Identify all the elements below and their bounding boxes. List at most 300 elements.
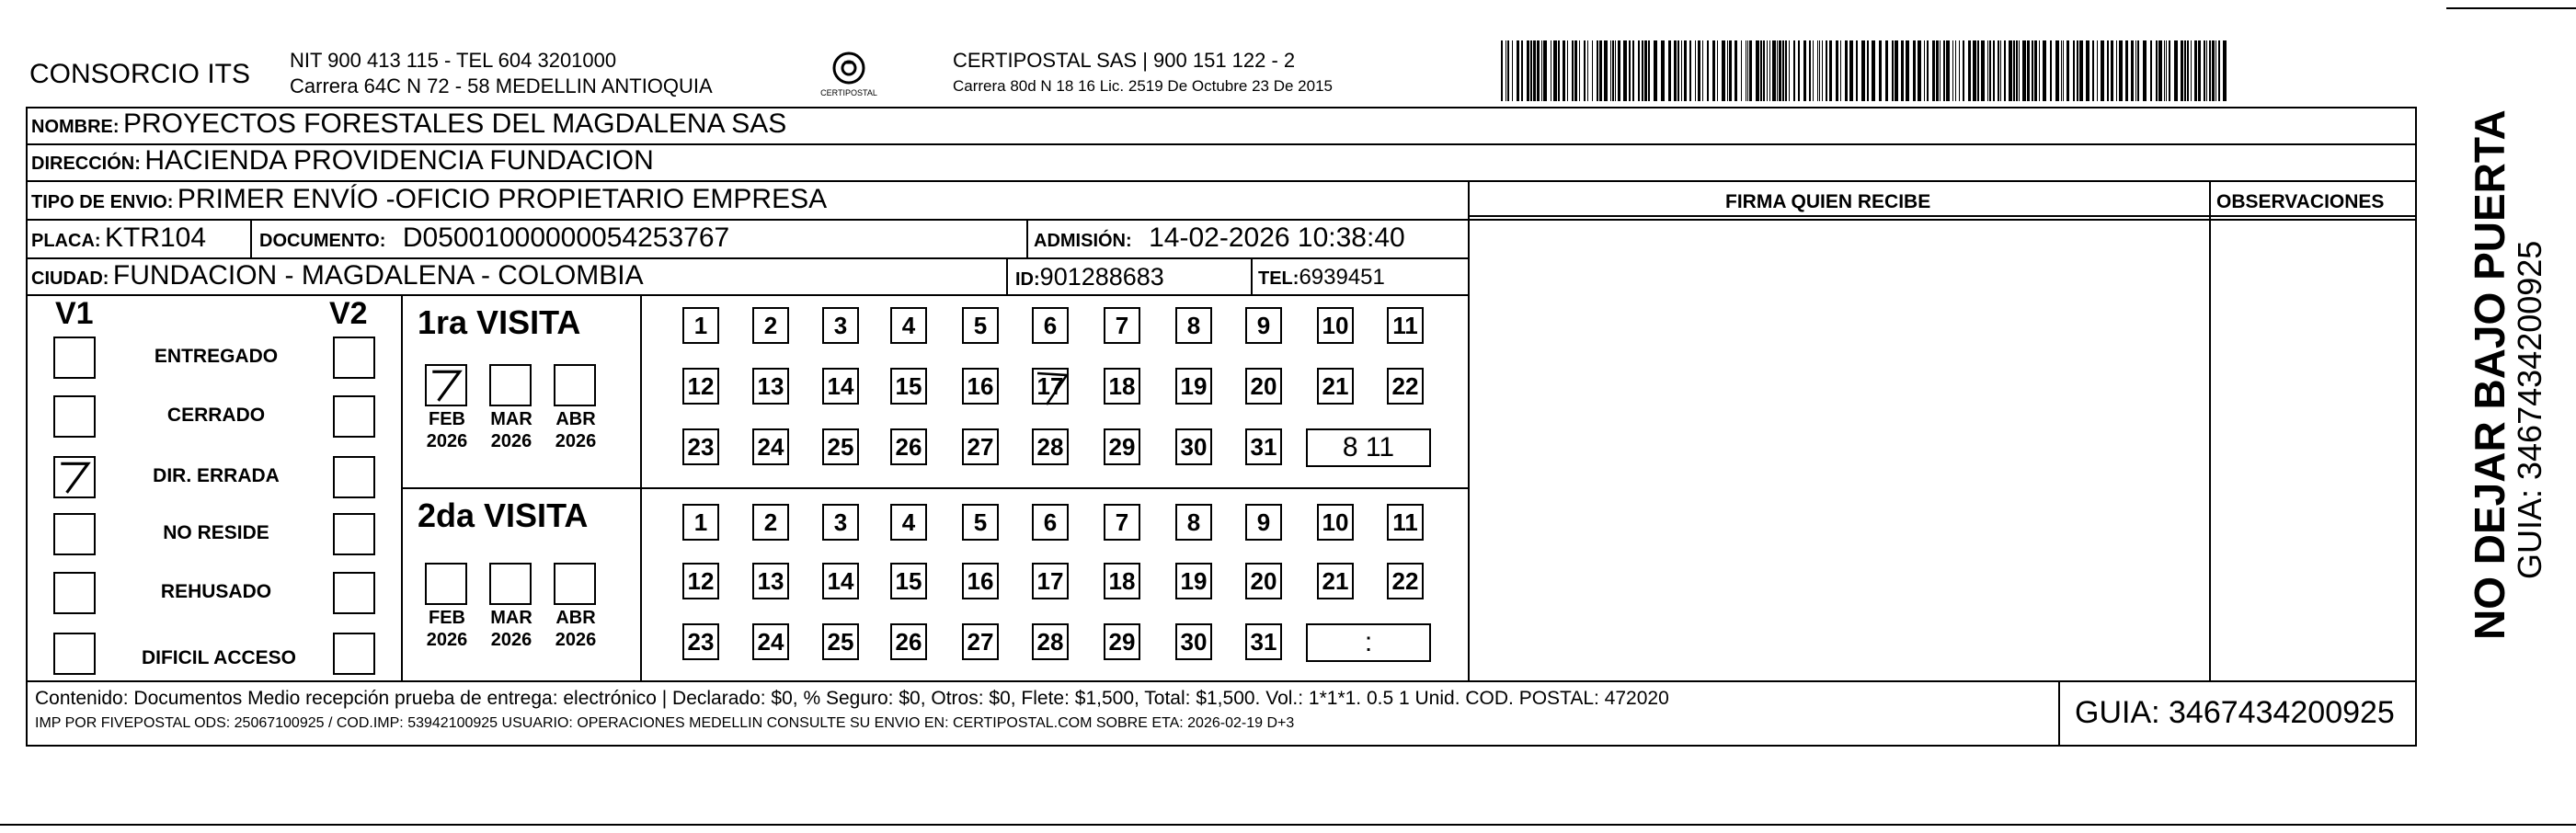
day-number: 3 bbox=[833, 312, 848, 339]
barcode-bar bbox=[1707, 40, 1709, 101]
barcode-bar bbox=[1924, 40, 1925, 101]
barcode-bar bbox=[1543, 40, 1547, 101]
barcode-bar bbox=[1779, 40, 1781, 101]
certipostal-license-line: Carrera 80d N 18 16 Lic. 2519 De Octubre 23 De 2015 bbox=[953, 77, 1333, 95]
status-label: REHUSADO bbox=[160, 581, 272, 602]
checkbox-v2-1[interactable] bbox=[333, 337, 375, 379]
barcode-bar bbox=[2032, 40, 2033, 101]
barcode-bar bbox=[1913, 40, 1916, 101]
first-visit-day-16[interactable] bbox=[962, 368, 999, 405]
day-number: 13 bbox=[757, 567, 784, 595]
barcode-bar bbox=[1567, 40, 1568, 101]
day-number: 24 bbox=[757, 433, 784, 461]
day-number: 8 bbox=[1186, 508, 1201, 536]
day-number: 10 bbox=[1322, 508, 1349, 536]
second-visit-day-15[interactable] bbox=[890, 563, 927, 599]
first-visit-day-24[interactable] bbox=[752, 428, 789, 465]
barcode-bar bbox=[1727, 40, 1728, 101]
nombre-row bbox=[31, 108, 786, 140]
barcode-bar bbox=[2000, 40, 2001, 101]
first-visit-day-19[interactable] bbox=[1175, 368, 1212, 405]
barcode-bar bbox=[1668, 40, 1671, 101]
barcode-bar bbox=[2143, 40, 2147, 101]
barcode-bar bbox=[1856, 40, 1858, 101]
barcode-bar bbox=[1677, 40, 1679, 101]
day-number: 11 bbox=[1392, 312, 1418, 339]
observaciones-header: OBSERVACIONES bbox=[2216, 191, 2385, 212]
day-check-mark bbox=[1034, 370, 1070, 406]
second-visit-day-29[interactable] bbox=[1104, 623, 1140, 660]
day-number: 17 bbox=[1036, 567, 1064, 595]
first-visit-day-5[interactable] bbox=[962, 307, 999, 344]
barcode-bar bbox=[1767, 40, 1768, 101]
barcode-bar bbox=[2097, 40, 2098, 101]
documento-value: D05001000000054253767 bbox=[402, 223, 730, 253]
barcode-bar bbox=[2067, 40, 2069, 101]
day-number: 21 bbox=[1322, 567, 1349, 595]
checkbox-v2-4[interactable] bbox=[333, 513, 375, 555]
barcode-bar bbox=[1777, 40, 1778, 101]
day-number: 7 bbox=[1115, 312, 1129, 339]
barcode-bar bbox=[1638, 40, 1640, 101]
barcode-bar bbox=[1895, 40, 1898, 101]
barcode-bar bbox=[1592, 40, 1593, 101]
second-visit-day-19[interactable] bbox=[1175, 563, 1212, 599]
barcode-bar bbox=[2184, 40, 2186, 101]
day-number: 3 bbox=[833, 508, 848, 536]
barcode bbox=[1501, 40, 2237, 101]
second-visit-day-14[interactable] bbox=[822, 563, 859, 599]
barcode-bar bbox=[1782, 40, 1784, 101]
barcode-bar bbox=[1741, 40, 1742, 101]
checkbox-v2-6[interactable] bbox=[333, 633, 375, 675]
barcode-bar bbox=[1648, 40, 1650, 101]
day-number: 12 bbox=[687, 372, 715, 400]
first-visit-day-15[interactable] bbox=[890, 368, 927, 405]
second-visit-day-13[interactable] bbox=[752, 563, 789, 599]
first-visit-day-12[interactable] bbox=[682, 368, 719, 405]
second-visit-day-26[interactable] bbox=[890, 623, 927, 660]
barcode-bar bbox=[1604, 40, 1608, 101]
barcode-bar bbox=[1981, 40, 1985, 101]
barcode-bar bbox=[2164, 40, 2165, 101]
second-visit-day-1[interactable] bbox=[682, 504, 719, 541]
month-name: ABR bbox=[555, 608, 596, 628]
barcode-bar bbox=[1872, 40, 1875, 101]
v1-header: V1 bbox=[55, 296, 94, 331]
day-number: 20 bbox=[1250, 372, 1277, 400]
barcode-bar bbox=[2169, 40, 2170, 101]
barcode-bar bbox=[2215, 40, 2216, 101]
firma-header: FIRMA QUIEN RECIBE bbox=[1725, 191, 1931, 212]
first-visit-month-checkbox[interactable] bbox=[489, 364, 532, 406]
v2-header: V2 bbox=[329, 296, 368, 331]
day-number: 28 bbox=[1036, 433, 1064, 461]
day-number: 19 bbox=[1180, 567, 1208, 595]
barcode-bar bbox=[2009, 40, 2012, 101]
barcode-bar bbox=[1819, 40, 1820, 101]
first-visit-day-6[interactable] bbox=[1032, 307, 1069, 344]
second-visit-day-30[interactable] bbox=[1175, 623, 1212, 660]
second-visit-month-checkbox[interactable] bbox=[425, 563, 467, 605]
barcode-bar bbox=[1829, 40, 1832, 101]
month-year: 2026 bbox=[426, 431, 468, 451]
second-visit-day-2[interactable] bbox=[752, 504, 789, 541]
day-number: 27 bbox=[967, 628, 994, 656]
second-visit-day-4[interactable] bbox=[890, 504, 927, 541]
barcode-bar bbox=[1963, 40, 1964, 101]
first-visit-month-checkbox[interactable] bbox=[425, 364, 467, 406]
month-year: 2026 bbox=[555, 431, 597, 451]
nombre-label: NOMBRE: bbox=[31, 117, 120, 137]
first-visit-day-13[interactable] bbox=[752, 368, 789, 405]
second-visit-day-5[interactable] bbox=[962, 504, 999, 541]
barcode-bar bbox=[1587, 40, 1588, 101]
second-visit-day-25[interactable] bbox=[822, 623, 859, 660]
barcode-bar bbox=[1940, 40, 1941, 101]
barcode-bar bbox=[2116, 40, 2117, 101]
first-visit-day-7[interactable] bbox=[1104, 307, 1140, 344]
barcode-bar bbox=[1952, 40, 1953, 101]
second-visit-day-22[interactable] bbox=[1387, 563, 1424, 599]
second-visit-day-16[interactable] bbox=[962, 563, 999, 599]
day-number: 19 bbox=[1180, 372, 1208, 400]
status-label: CERRADO bbox=[166, 405, 266, 426]
barcode-bar bbox=[2086, 40, 2089, 101]
barcode-bar bbox=[1512, 40, 1513, 101]
barcode-bar bbox=[1729, 40, 1732, 101]
second-visit-month-label bbox=[419, 607, 475, 651]
tel-cell bbox=[1258, 265, 1385, 291]
barcode-bar bbox=[1553, 40, 1557, 101]
barcode-bar bbox=[1822, 40, 1823, 101]
day-number: 23 bbox=[687, 628, 715, 656]
barcode-bar bbox=[1803, 40, 1806, 101]
barcode-bar bbox=[1527, 40, 1529, 101]
day-number: 4 bbox=[901, 312, 916, 339]
barcode-bar bbox=[2206, 40, 2207, 101]
barcode-bar bbox=[2073, 40, 2075, 101]
company-nit-line: NIT 900 413 115 - TEL 604 3201000 bbox=[290, 49, 617, 72]
first-visit-title: 1ra VISITA bbox=[418, 303, 581, 341]
day-number: 29 bbox=[1108, 433, 1136, 461]
barcode-bar bbox=[2181, 40, 2183, 101]
barcode-bar bbox=[1689, 40, 1691, 101]
barcode-bar bbox=[1698, 40, 1700, 101]
barcode-bar bbox=[1901, 40, 1904, 101]
month-name: MAR bbox=[490, 608, 532, 628]
first-visit-day-2[interactable] bbox=[752, 307, 789, 344]
barcode-bar bbox=[2212, 40, 2215, 101]
second-visit-day-18[interactable] bbox=[1104, 563, 1140, 599]
barcode-bar bbox=[2111, 40, 2113, 101]
barcode-bar bbox=[1885, 40, 1888, 101]
barcode-bar bbox=[2218, 40, 2220, 101]
checkbox-v1-6[interactable] bbox=[53, 633, 96, 675]
barcode-bar bbox=[2039, 40, 2040, 101]
first-visit-day-11[interactable] bbox=[1387, 307, 1424, 344]
barcode-bar bbox=[1507, 40, 1509, 101]
first-visit-month-checkbox[interactable] bbox=[554, 364, 596, 406]
barcode-bar bbox=[1955, 40, 1956, 101]
first-visit-day-30[interactable] bbox=[1175, 428, 1212, 465]
barcode-bar bbox=[1760, 40, 1762, 101]
barcode-bar bbox=[1836, 40, 1838, 101]
barcode-bar bbox=[1798, 40, 1800, 101]
day-number: 9 bbox=[1256, 508, 1271, 536]
nombre-value: PROYECTOS FORESTALES DEL MAGDALENA SAS bbox=[123, 108, 787, 139]
barcode-bar bbox=[2107, 40, 2109, 101]
second-visit-day-24[interactable] bbox=[752, 623, 789, 660]
ciudad-cell bbox=[31, 260, 644, 291]
second-visit-day-8[interactable] bbox=[1175, 504, 1212, 541]
certipostal-logo bbox=[817, 48, 881, 103]
day-number: 18 bbox=[1108, 372, 1136, 400]
company-info bbox=[290, 48, 713, 99]
checkbox-v2-5[interactable] bbox=[333, 572, 375, 614]
direccion-value: HACIENDA PROVIDENCIA FUNDACION bbox=[144, 145, 654, 176]
barcode-bar bbox=[1809, 40, 1811, 101]
first-visit-day-26[interactable] bbox=[890, 428, 927, 465]
second-visit-month-checkbox[interactable] bbox=[489, 563, 532, 605]
barcode-bar bbox=[1521, 40, 1523, 101]
second-visit-day-10[interactable] bbox=[1317, 504, 1354, 541]
status-label: DIFICIL ACCESO bbox=[141, 647, 296, 668]
footer-content-line: Contenido: Documentos Medio recepción prueba de entrega: electrónico | Declarado: $0, % Seguro: $0, Otros: $0, Flete: $1,500, Total: $1,500. Vol.: 1*1*1. 0.5 1 Unid. COD. POSTAL: 472020 bbox=[35, 688, 1669, 709]
day-number: 5 bbox=[973, 312, 988, 339]
status-label: NO RESIDE bbox=[163, 522, 269, 543]
first-visit-day-31[interactable] bbox=[1245, 428, 1282, 465]
placa-label: PLACA: bbox=[31, 231, 101, 251]
barcode-bar bbox=[1749, 40, 1752, 101]
first-visit-time-box[interactable]: 8 11 bbox=[1306, 428, 1431, 467]
day-number: 23 bbox=[687, 433, 715, 461]
barcode-bar bbox=[2131, 40, 2134, 101]
direccion-row bbox=[31, 145, 654, 177]
day-number: 7 bbox=[1115, 508, 1129, 536]
company-address-line: Carrera 64C N 72 - 58 MEDELLIN ANTIOQUIA bbox=[290, 74, 713, 97]
barcode-bar bbox=[2034, 40, 2037, 101]
day-number: 21 bbox=[1322, 372, 1349, 400]
barcode-bar bbox=[1959, 40, 1960, 101]
company-name: CONSORCIO ITS bbox=[29, 59, 251, 89]
barcode-bar bbox=[1735, 40, 1737, 101]
barcode-bar bbox=[1684, 40, 1687, 101]
barcode-bar bbox=[2079, 40, 2083, 101]
barcode-bar bbox=[1541, 40, 1542, 101]
barcode-bar bbox=[2092, 40, 2094, 101]
first-visit-day-21[interactable] bbox=[1317, 368, 1354, 405]
day-number: 12 bbox=[687, 567, 715, 595]
second-visit-day-31[interactable] bbox=[1245, 623, 1282, 660]
barcode-bar bbox=[1756, 40, 1759, 101]
month-year: 2026 bbox=[490, 431, 532, 451]
second-visit-day-17[interactable] bbox=[1032, 563, 1069, 599]
barcode-bar bbox=[1618, 40, 1620, 101]
footer-print-line: IMP POR FIVEPOSTAL ODS: 25067100925 / COD.IMP: 53942100925 USUARIO: OPERACIONES MEDELLIN CONSULTE SU ENVIO EN: CERTIPOSTAL.COM SOBRE ETA: 2026-02-19 D+3 bbox=[35, 715, 1295, 731]
barcode-bar bbox=[1597, 40, 1598, 101]
barcode-bar bbox=[1623, 40, 1627, 101]
barcode-bar bbox=[1817, 40, 1818, 101]
second-visit-month-label bbox=[548, 607, 603, 651]
barcode-bar bbox=[1642, 40, 1643, 101]
barcode-bar bbox=[1563, 40, 1565, 101]
month-name: MAR bbox=[490, 409, 532, 429]
barcode-bar bbox=[2198, 40, 2201, 101]
barcode-bar bbox=[1892, 40, 1894, 101]
tel-value: 6939451 bbox=[1299, 265, 1385, 290]
barcode-bar bbox=[2209, 40, 2211, 101]
first-visit-month-label bbox=[548, 408, 603, 452]
barcode-bar bbox=[2043, 40, 2046, 101]
barcode-bar bbox=[1918, 40, 1921, 101]
barcode-bar bbox=[2061, 40, 2062, 101]
checkbox-v1-1[interactable] bbox=[53, 337, 96, 379]
barcode-bar bbox=[2077, 40, 2078, 101]
first-visit-day-29[interactable] bbox=[1104, 428, 1140, 465]
barcode-bar bbox=[1769, 40, 1770, 101]
first-visit-day-25[interactable] bbox=[822, 428, 859, 465]
barcode-bar bbox=[1977, 40, 1979, 101]
first-visit-day-18[interactable] bbox=[1104, 368, 1140, 405]
checkbox-v1-3[interactable] bbox=[53, 456, 96, 498]
barcode-bar bbox=[1813, 40, 1814, 101]
first-visit-day-27[interactable] bbox=[962, 428, 999, 465]
second-visit-day-21[interactable] bbox=[1317, 563, 1354, 599]
day-number: 1 bbox=[693, 312, 708, 339]
barcode-bar bbox=[1879, 40, 1882, 101]
second-visit-day-6[interactable] bbox=[1032, 504, 1069, 541]
first-visit-day-28[interactable] bbox=[1032, 428, 1069, 465]
checkbox-v2-3[interactable] bbox=[333, 456, 375, 498]
barcode-bar bbox=[2194, 40, 2197, 101]
day-number: 2 bbox=[763, 508, 778, 536]
barcode-bar bbox=[1661, 40, 1665, 101]
second-visit-day-9[interactable] bbox=[1245, 504, 1282, 541]
second-visit-day-7[interactable] bbox=[1104, 504, 1140, 541]
checkbox-v1-5[interactable] bbox=[53, 572, 96, 614]
first-visit-day-8[interactable] bbox=[1175, 307, 1212, 344]
second-visit-day-11[interactable] bbox=[1387, 504, 1424, 541]
first-visit-day-9[interactable] bbox=[1245, 307, 1282, 344]
month-name: FEB bbox=[429, 608, 465, 628]
day-number: 27 bbox=[967, 433, 994, 461]
barcode-bar bbox=[2150, 40, 2152, 101]
barcode-bar bbox=[1572, 40, 1574, 101]
day-number: 4 bbox=[901, 508, 916, 536]
day-number: 31 bbox=[1250, 628, 1277, 656]
day-number: 31 bbox=[1250, 433, 1277, 461]
day-number: 1 bbox=[693, 508, 708, 536]
first-visit-day-1[interactable] bbox=[682, 307, 719, 344]
first-visit-day-17[interactable] bbox=[1032, 368, 1069, 405]
barcode-bar bbox=[1943, 40, 1945, 101]
first-visit-day-20[interactable] bbox=[1245, 368, 1282, 405]
second-visit-day-28[interactable] bbox=[1032, 623, 1069, 660]
day-number: 24 bbox=[757, 628, 784, 656]
day-number: 20 bbox=[1250, 567, 1277, 595]
checkbox-v1-2[interactable] bbox=[53, 395, 96, 438]
barcode-bar bbox=[1674, 40, 1677, 101]
month-year: 2026 bbox=[555, 630, 597, 650]
day-number: 14 bbox=[827, 567, 854, 595]
month-year: 2026 bbox=[426, 630, 468, 650]
barcode-bar bbox=[2063, 40, 2064, 101]
day-number: 28 bbox=[1036, 628, 1064, 656]
barcode-bar bbox=[1702, 40, 1703, 101]
barcode-bar bbox=[1612, 40, 1614, 101]
barcode-bar bbox=[2166, 40, 2167, 101]
day-number: 22 bbox=[1391, 372, 1419, 400]
barcode-bar bbox=[1533, 40, 1536, 101]
placa-cell bbox=[31, 223, 206, 254]
second-visit-day-23[interactable] bbox=[682, 623, 719, 660]
barcode-bar bbox=[1998, 40, 1999, 101]
barcode-bar bbox=[1789, 40, 1790, 101]
barcode-bar bbox=[1632, 40, 1634, 101]
second-visit-day-27[interactable] bbox=[962, 623, 999, 660]
first-visit-month-label bbox=[419, 408, 475, 452]
day-number: 11 bbox=[1392, 508, 1418, 536]
checkbox-v2-2[interactable] bbox=[333, 395, 375, 438]
barcode-bar bbox=[1845, 40, 1848, 101]
barcode-bar bbox=[1530, 40, 1532, 101]
barcode-bar bbox=[2135, 40, 2136, 101]
day-number: 16 bbox=[967, 567, 994, 595]
first-visit-day-3[interactable] bbox=[822, 307, 859, 344]
first-visit-day-23[interactable] bbox=[682, 428, 719, 465]
first-visit-day-14[interactable] bbox=[822, 368, 859, 405]
status-label: ENTREGADO bbox=[154, 346, 279, 367]
barcode-bar bbox=[1537, 40, 1540, 101]
day-number: 26 bbox=[895, 628, 922, 656]
day-number: 30 bbox=[1180, 628, 1208, 656]
tel-label: TEL: bbox=[1258, 268, 1299, 289]
barcode-bar bbox=[1747, 40, 1748, 101]
barcode-bar bbox=[1906, 40, 1909, 101]
barcode-bar bbox=[2055, 40, 2059, 101]
documento-label: DOCUMENTO: bbox=[259, 231, 386, 251]
second-visit-day-12[interactable] bbox=[682, 563, 719, 599]
barcode-bar bbox=[2050, 40, 2052, 101]
barcode-bar bbox=[1772, 40, 1776, 101]
day-number: 14 bbox=[827, 372, 854, 400]
day-number: 16 bbox=[967, 372, 994, 400]
second-visit-day-20[interactable] bbox=[1245, 563, 1282, 599]
first-visit-day-10[interactable] bbox=[1317, 307, 1354, 344]
barcode-bar bbox=[1849, 40, 1853, 101]
direccion-label: DIRECCIÓN: bbox=[31, 154, 141, 174]
day-number: 18 bbox=[1108, 567, 1136, 595]
barcode-bar bbox=[1968, 40, 1971, 101]
documento-cell bbox=[259, 223, 729, 254]
first-visit-day-22[interactable] bbox=[1387, 368, 1424, 405]
checkbox-v1-4[interactable] bbox=[53, 513, 96, 555]
barcode-bar bbox=[1629, 40, 1631, 101]
day-number: 8 bbox=[1186, 312, 1201, 339]
placa-value: KTR104 bbox=[105, 223, 207, 253]
second-visit-day-3[interactable] bbox=[822, 504, 859, 541]
second-visit-time-box[interactable]: : bbox=[1306, 623, 1431, 662]
barcode-bar bbox=[1517, 40, 1519, 101]
barcode-bar bbox=[2187, 40, 2189, 101]
first-visit-day-4[interactable] bbox=[890, 307, 927, 344]
certipostal-info bbox=[953, 48, 1333, 99]
day-number: 17 bbox=[1036, 372, 1064, 400]
second-visit-month-checkbox[interactable] bbox=[554, 563, 596, 605]
barcode-bar bbox=[2022, 40, 2026, 101]
barcode-bar bbox=[2158, 40, 2162, 101]
